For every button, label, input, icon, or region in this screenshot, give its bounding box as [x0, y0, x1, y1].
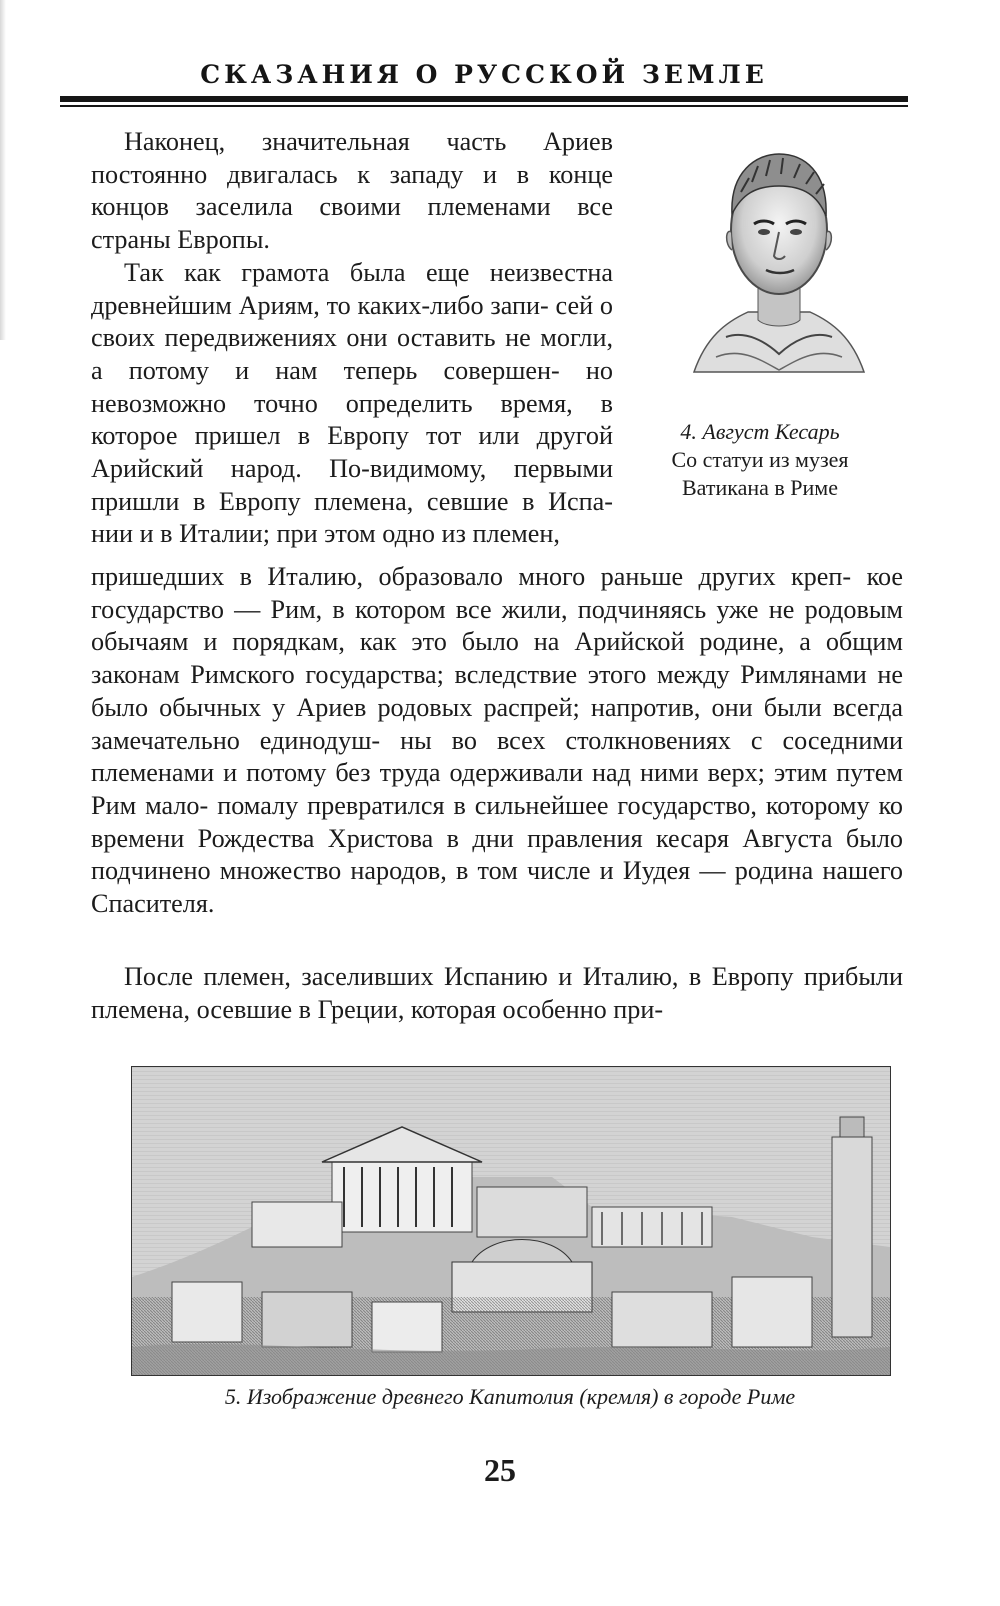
- paragraph-2-continued: [91, 561, 903, 921]
- text-line: кое государство — Рим, в котором все жили, подчиняясь уже: [91, 562, 903, 624]
- paragraph-3: [91, 961, 903, 1026]
- text-line: не могли, а потому и нам теперь совершен-: [91, 323, 613, 385]
- page-edge-shadow: [0, 0, 6, 340]
- text-line: времени Рождества Христова в дни правления кесаря Августа: [91, 823, 846, 853]
- text-line: Наконец, значительная часть Ариев: [124, 127, 613, 156]
- capitol-illustration: [132, 1067, 890, 1375]
- text-line: прибыли племена, осевшие в Греции, которая особенно при-: [91, 962, 903, 1024]
- text-line: родина нашего Спасителя.: [91, 856, 903, 919]
- text-line: но невозможно точно определить время,: [91, 355, 613, 418]
- figure-5-caption: 5. Изображение древнего Капитолия (кремля) в городе Риме: [224, 1384, 796, 1409]
- text-line: древнейшим Ариям, то каких-либо запи-: [91, 290, 556, 320]
- figure-capitol-engraving: [131, 1066, 891, 1376]
- text-line: без труда одерживали над ними верх; этим путем Рим мало-: [91, 758, 903, 820]
- text-line: этого между Римлянами не было обычных у Ариев родовых: [91, 660, 903, 722]
- body-column-text: [91, 126, 613, 551]
- text-line: в которое пришел в Европу тот или другой: [91, 388, 613, 451]
- header-rule-thin: [60, 105, 908, 107]
- bust-illustration: [686, 132, 872, 384]
- figure-4-caption-line: Ватикана в Риме: [682, 475, 838, 500]
- text-line: пришедших в Италию, образовало много раньше других креп-: [91, 562, 867, 591]
- text-line: ны во всех столкновениях с соседними племенами и потому: [91, 725, 903, 788]
- running-header: [60, 60, 908, 89]
- text-line: пришли в Европу племена, севшие в Испа-: [91, 486, 613, 516]
- header-rule-thick: [60, 96, 908, 102]
- text-line: распрей; напротив, они были всегда замечательно единодуш-: [91, 692, 903, 755]
- figure-augustus-bust: [686, 132, 872, 384]
- figure-4-caption-title: 4. Август Кесарь: [680, 419, 840, 444]
- text-line: Арийский народ. По-видимому, первыми: [91, 454, 613, 484]
- figure-4-caption: [635, 418, 885, 502]
- paragraph-2: [91, 257, 613, 551]
- page-number: 25: [484, 1452, 516, 1488]
- text-line: было подчинено множество народов, в том числе и Иудея —: [91, 823, 903, 886]
- text-line: постоянно двигалась к западу и в конце: [91, 159, 613, 189]
- text-line: не родовым обычаям и порядкам, как это было на Арийской: [91, 594, 903, 657]
- text-line: сей о своих передвижениях они оставить: [91, 290, 613, 353]
- paragraph-3-text: [91, 961, 903, 1026]
- body-full-width-text: [91, 561, 903, 921]
- text-line: концов заселила своими племенами все: [91, 192, 613, 222]
- figure-4-caption-line: Со статуи из музея: [671, 447, 849, 472]
- running-header-title: СКАЗАНИЯ О РУССКОЙ ЗЕМЛЕ: [200, 60, 768, 89]
- text-line: помалу превратился в сильнейшее государство, которому ко: [217, 790, 903, 820]
- text-line: нии и в Италии; при этом одно из племен,: [91, 519, 560, 549]
- paragraph-1: [91, 126, 613, 257]
- text-line: Так как грамота была еще неизвестна: [124, 257, 613, 287]
- text-line: родине, а общим законам Римского государства; вследствие: [91, 627, 904, 690]
- text-line: После племен, заселивших Испанию и Италию, в Европу: [124, 962, 804, 991]
- text-line: страны Европы.: [91, 225, 270, 255]
